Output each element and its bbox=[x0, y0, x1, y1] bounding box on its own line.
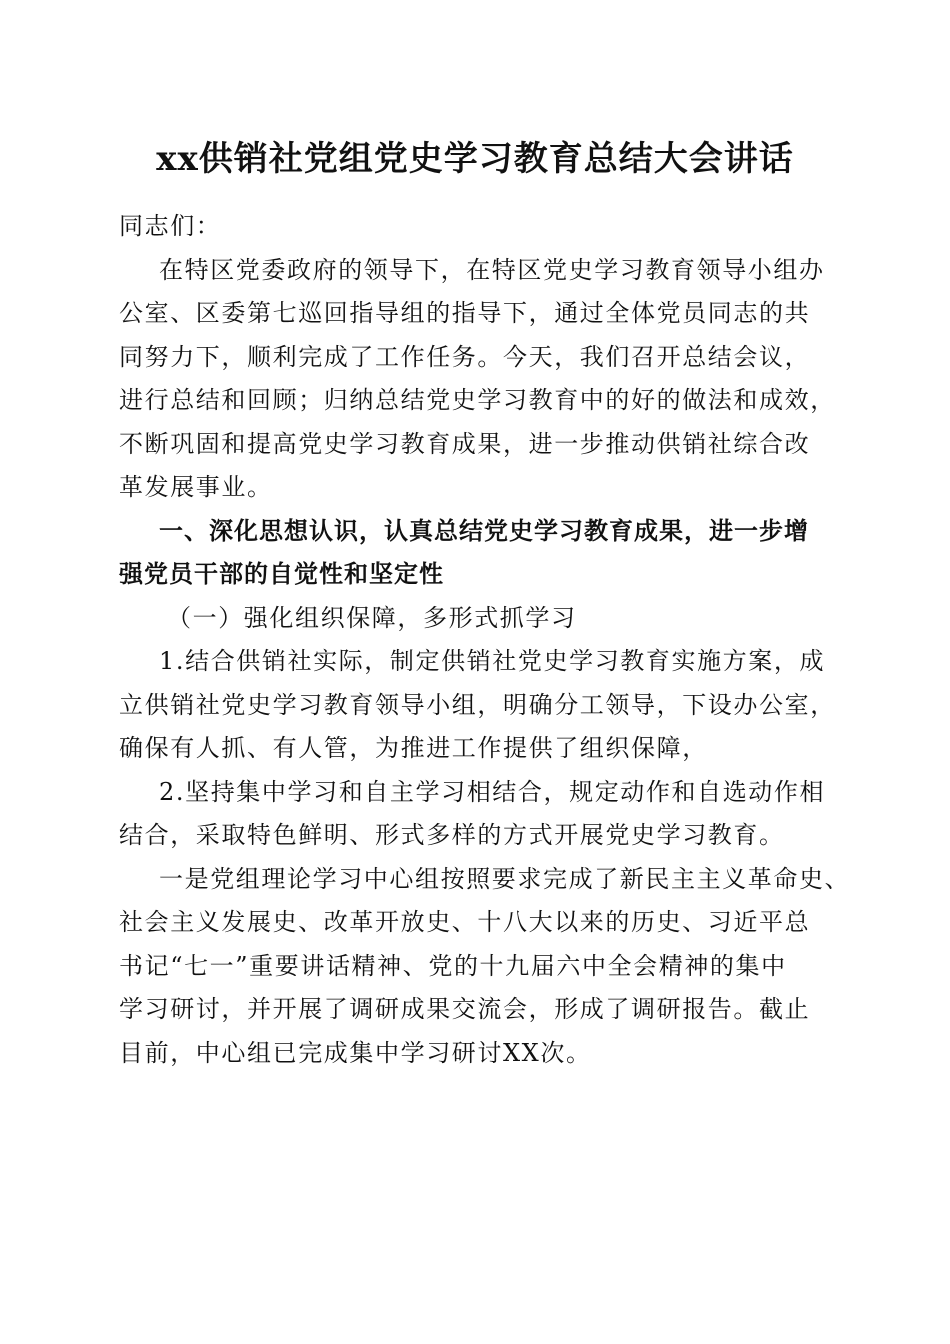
paragraph-intro-line-4: 进行总结和回顾；归纳总结党史学习教育中的好的做法和成效， bbox=[119, 386, 836, 414]
point-1-line-4: 学习研讨，并开展了调研成果交流会，形成了调研报告。截止 bbox=[119, 995, 811, 1023]
paragraph-intro-line-2: 公室、区委第七巡回指导组的指导下，通过全体党员同志的共 bbox=[119, 299, 811, 327]
greeting: 同志们： bbox=[119, 212, 222, 240]
item-1-line-3: 确保有人抓、有人管，为推进工作提供了组织保障， bbox=[119, 734, 708, 762]
paragraph-intro-line-6: 革发展事业。 bbox=[119, 473, 273, 501]
point-1-line-1: 一是党组理论学习中心组按照要求完成了新民主主义革命史、 bbox=[159, 864, 851, 893]
paragraph-intro-line-3: 同努力下，顺利完成了工作任务。今天，我们召开总结会议， bbox=[119, 342, 811, 371]
document-title: xx供销社党组党史学习教育总结大会讲话 bbox=[156, 139, 794, 179]
paragraph-intro-line-1: 在特区党委政府的领导下，在特区党史学习教育领导小组办 bbox=[159, 255, 825, 284]
section-heading-line-2: 强党员干部的自觉性和坚定性 bbox=[119, 560, 444, 588]
subsection-heading: （一）强化组织保障，多形式抓学习 bbox=[167, 603, 577, 632]
point-1-line-2: 社会主义发展史、改革开放史、十八大以来的历史、习近平总 bbox=[119, 908, 811, 936]
item-2-line-2: 结合，采取特色鲜明、形式多样的方式开展党史学习教育。 bbox=[119, 821, 785, 849]
item-2-line-1: 2.坚持集中学习和自主学习相结合，规定动作和自选动作相 bbox=[159, 777, 826, 806]
section-heading-line-1: 一、深化思想认识，认真总结党史学习教育成果，进一步增 bbox=[159, 516, 809, 545]
item-1-line-2: 立供销社党史学习教育领导小组，明确分工领导，下设办公室， bbox=[119, 690, 836, 719]
item-1-line-1: 1.结合供销社实际，制定供销社党史学习教育实施方案，成 bbox=[159, 647, 826, 675]
point-1-line-5: 目前，中心组已完成集中学习研讨XX次。 bbox=[119, 1038, 592, 1067]
document-body bbox=[119, 205, 851, 1075]
paragraph-intro-line-5: 不断巩固和提高党史学习教育成果，进一步推动供销社综合改 bbox=[119, 429, 811, 458]
point-1-line-3: 书记“七一”重要讲话精神、党的十九届六中全会精神的集中 bbox=[119, 951, 787, 980]
